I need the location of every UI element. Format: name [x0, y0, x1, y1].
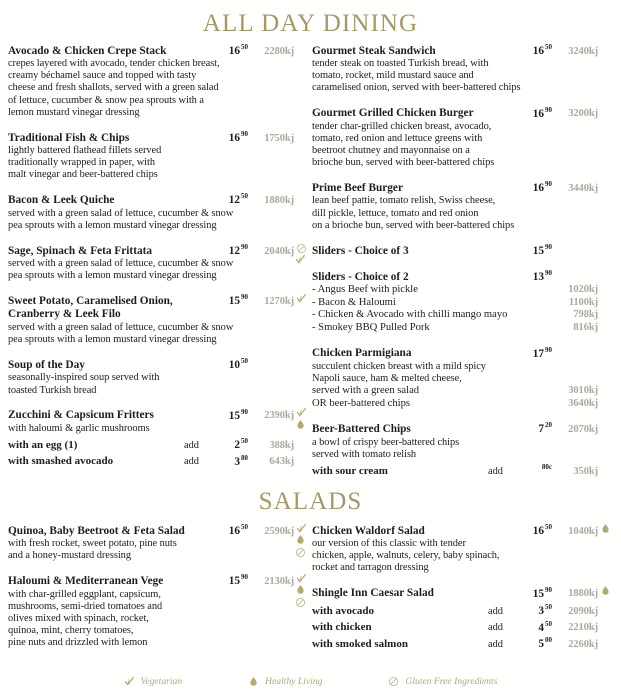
menu-item-price: $16^{50}$	[228, 523, 248, 537]
menu-item	[312, 241, 612, 265]
item-spacer	[312, 95, 612, 102]
description-line: on a brioche bun, served with beer-battered chips	[312, 219, 515, 231]
menu-item	[312, 178, 612, 239]
menu-item-kilojoules: 350kj	[573, 465, 598, 477]
description-line: tomato, red onion and lettuce greens with	[312, 132, 483, 144]
menu-item-price: $16^{50}$	[532, 43, 552, 57]
menu-item-price: $15^{90}$	[228, 407, 248, 422]
menu-item-kilojoules: 3010kj	[568, 385, 598, 397]
description-line: creamy béchamel sauce and topped with tasty	[8, 70, 197, 82]
addon-label: with chicken	[312, 621, 372, 634]
menu-item-price: $16^{50}$	[228, 43, 248, 57]
menu-item-header	[8, 190, 308, 207]
menu-item-kilojoules: 1100kj	[568, 296, 598, 308]
menu-item-name: Zucchini & Capsicum Fritters	[8, 409, 154, 422]
description-line: quinoa, mint, cherry tomatoes,	[8, 625, 134, 636]
menu-item-price: $12^{90}$	[228, 242, 248, 257]
menu-item-header	[8, 291, 308, 308]
description-line: seasonally-inspired soup served with	[8, 372, 160, 384]
slider-choice-row	[312, 309, 612, 322]
addon-label: with an egg (1)	[8, 438, 78, 451]
menu-item-price: $16^{90}$	[532, 105, 552, 120]
description-line: succulent chicken breast with a mild spicy	[312, 360, 486, 372]
description-line: served with tomato relish	[312, 448, 417, 460]
description-line: lemon mustard vinegar dressing	[8, 106, 140, 118]
description-line: toasted Turkish bread	[8, 384, 97, 396]
menu-item-name: Traditional Fish & Chips	[8, 131, 130, 144]
menu-item-price: $15^{90}$	[532, 585, 552, 600]
menu-item-name: Bacon & Leek Quiche	[8, 194, 115, 207]
menu-item-description	[8, 258, 308, 282]
legend-item	[248, 676, 322, 687]
menu-item-description	[8, 538, 308, 562]
menu-item-price: $15^{90}$	[228, 573, 248, 588]
description-line: tomato, rocket, mild mustard sauce and	[312, 70, 474, 82]
menu-item-description	[8, 589, 308, 649]
description-line: tender char-grilled chicken breast, avocado,	[312, 120, 492, 132]
menu-item-description	[312, 361, 612, 385]
vegetarian-icon	[296, 573, 307, 584]
menu-item-kilojoules: 2210kj	[568, 622, 598, 634]
menu-item-description	[8, 322, 308, 346]
menu-item-name: Prime Beef Burger	[312, 181, 403, 194]
menu-item-header	[312, 419, 612, 436]
description-line: a bowl of crispy beer-battered chips	[312, 436, 460, 448]
menu-item	[312, 584, 612, 659]
description-line: mushrooms, semi-dried tomatoes and	[8, 600, 163, 612]
menu-item-kilojoules: 2040kj	[264, 245, 294, 257]
description-line: traditionally wrapped in paper, with	[8, 157, 155, 169]
menu-item-name: Chicken Parmigiana	[312, 347, 412, 360]
menu-item-description	[8, 208, 308, 232]
addon-add-label: add	[184, 439, 200, 451]
menu-item	[8, 521, 308, 569]
menu-item-price: $10^{50}$	[228, 357, 248, 371]
menu-item-name: Shingle Inn Caesar Salad	[312, 587, 434, 600]
menu-item	[312, 344, 612, 418]
section-title-salads: SALADS	[258, 488, 363, 515]
menu-item	[8, 41, 308, 126]
menu-item-kilojoules: 1880kj	[568, 588, 598, 600]
menu-item-kilojoules: 3200kj	[568, 108, 598, 120]
addon-label: with avocado	[312, 604, 375, 617]
item-spacer	[312, 169, 612, 176]
menu-item-name: Sliders - Choice of 2	[312, 270, 409, 283]
menu-item-price: $16^{90}$	[532, 180, 552, 194]
item-spacer	[312, 575, 612, 582]
menu-item-header	[312, 584, 612, 601]
menu-item-name: Soup of the Day	[8, 358, 85, 371]
menu-item	[8, 355, 308, 403]
description-line: crepes layered with avocado, tender chicken breast,	[8, 58, 220, 70]
menu-item-header	[8, 406, 308, 423]
item-spacer	[8, 181, 308, 188]
menu-item-name: Chicken Waldorf Salad	[312, 524, 425, 537]
menu-item-header	[312, 41, 612, 58]
menu-item-description	[8, 372, 308, 396]
description-line: Napoli sauce, ham & melted cheese,	[312, 373, 462, 384]
legend	[0, 676, 621, 687]
item-spacer	[312, 258, 612, 265]
menu-item-description	[8, 58, 308, 118]
description-line: and a honey-mustard dressing	[8, 550, 131, 562]
menu-item	[8, 241, 308, 289]
menu-item-icons	[598, 523, 612, 539]
slider-choice-label: - Smokey BBQ Pulled Pork	[312, 322, 430, 334]
item-spacer	[8, 562, 308, 569]
description-line: lean beef pattie, tomato relish, Swiss cheese,	[312, 195, 496, 207]
salads-right-column	[312, 521, 612, 660]
menu-item-kilojoules: 2280kj	[264, 45, 294, 57]
menu-item	[312, 41, 612, 102]
menu-item-name: Sage, Spinach & Feta Frittata	[8, 244, 153, 257]
menu-item	[312, 521, 612, 582]
menu-item-addon-row	[8, 452, 308, 469]
menu-item-header	[312, 521, 612, 538]
menu-item	[312, 419, 612, 484]
healthy-icon	[295, 419, 306, 430]
description-line: pea sprouts with a lemon mustard vinegar dressing	[8, 334, 217, 346]
vegetarian-icon	[124, 676, 135, 687]
menu-item	[8, 571, 308, 656]
menu-item-header	[8, 571, 308, 588]
menu-item-kilojoules: 3240kj	[568, 45, 598, 57]
menu-item-price: $15^{90}$	[532, 242, 552, 257]
menu-item-addon-row	[312, 634, 612, 651]
addon-add-label: add	[488, 622, 504, 634]
gluten-free-icon	[296, 243, 307, 254]
healthy-icon	[295, 534, 306, 545]
description-line: our version of this classic with tender	[312, 538, 466, 550]
menu-item-price: $16^{90}$	[228, 129, 248, 144]
menu-item-price: $17^{90}$	[532, 345, 552, 360]
menu-item	[8, 291, 308, 353]
slider-choice-label: - Angus Beef with pickle	[312, 284, 418, 296]
description-line: brioche bun, served with beer-battered chips	[312, 157, 495, 169]
description-line: caramelised onion, served with beer-battered chips	[312, 82, 521, 94]
menu-item-header	[312, 344, 612, 361]
addon-label: with smoked salmon	[312, 638, 408, 651]
menu-item-name: Sweet Potato, Caramelised Onion,	[8, 294, 173, 307]
description-line: served with a green salad of lettuce, cucumber & snow	[8, 321, 234, 333]
addon-price: $5^{00}$	[538, 636, 552, 651]
item-spacer	[312, 478, 612, 485]
menu-item-icons	[598, 585, 612, 601]
menu-item-name: Gourmet Grilled Chicken Burger	[312, 107, 474, 120]
description-line: served with a green salad of lettuce, cucumber & snow	[8, 258, 234, 269]
menu-item-description	[312, 538, 612, 574]
menu-item-icon-stack	[295, 254, 308, 267]
addon-add-label: add	[488, 465, 504, 477]
legend-label: Gluten Free Ingredients	[405, 676, 498, 687]
menu-item-addon-row	[312, 461, 612, 478]
slider-choice-label: - Bacon & Haloumi	[312, 296, 396, 308]
item-spacer	[312, 651, 612, 658]
menu-item	[312, 104, 612, 177]
menu-item-kilojoules: 3440kj	[568, 182, 598, 194]
item-spacer	[8, 119, 308, 126]
item-spacer	[8, 649, 308, 656]
item-spacer	[8, 232, 308, 239]
description-line: dill pickle, lettuce, tomato and red onion	[312, 207, 479, 219]
menu-item-kilojoules: 1270kj	[264, 295, 294, 307]
menu-item-kilojoules: 2130kj	[264, 576, 294, 588]
menu-item-addon-row	[8, 435, 308, 452]
menu-item-header	[8, 355, 308, 372]
menu-item	[312, 267, 612, 342]
item-spacer	[312, 410, 612, 417]
menu-item-kilojoules: 643kj	[269, 456, 294, 468]
menu-item-description	[312, 437, 612, 461]
menu-item-description	[8, 145, 308, 181]
description-line: malt vinegar and beer-battered chips	[8, 169, 158, 181]
all-day-dining-left-column	[8, 41, 308, 477]
menu-item-header	[8, 521, 308, 538]
slider-choice-label: - Chicken & Avocado with chilli mango mayo	[312, 309, 508, 321]
menu-item-kilojoules: 798kj	[573, 309, 598, 321]
all-day-dining-right-column	[312, 41, 612, 487]
vegetarian-icon	[296, 407, 307, 418]
description-line: pea sprouts with a lemon mustard vinegar dressing	[8, 219, 217, 231]
addon-add-label: add	[488, 605, 504, 617]
menu-item-kilojoules: 1750kj	[264, 132, 294, 144]
menu-item-price: $15^{90}$	[228, 293, 248, 307]
menu-item	[8, 128, 308, 189]
menu-item-icon-stack	[295, 419, 308, 432]
menu-item-kilojoules: 2260kj	[568, 639, 598, 651]
menu-item-name: Quinoa, Baby Beetroot & Feta Salad	[8, 524, 185, 537]
menu-item-name-continued: Cranberry & Leek Filo	[8, 308, 121, 321]
description-line: with fresh rocket, sweet potato, pine nuts	[8, 538, 177, 550]
addon-label: with smashed avocado	[8, 455, 114, 468]
slider-choice-row	[312, 284, 612, 297]
menu-item-price: $16^{50}$	[532, 523, 552, 537]
item-spacer	[312, 335, 612, 342]
legend-item	[388, 676, 497, 687]
menu-item-name: Sliders - Choice of 3	[312, 244, 409, 257]
menu-item-name: Avocado & Chicken Crepe Stack	[8, 44, 167, 57]
description-line: tender steak on toasted Turkish bread, with	[312, 58, 489, 70]
description-line: with char-grilled eggplant, capsicum,	[8, 588, 161, 600]
menu-item-kilojoules: 2390kj	[264, 410, 294, 422]
description-line: olives mixed with spinach, rocket,	[8, 612, 149, 624]
item-spacer	[8, 346, 308, 353]
item-spacer	[312, 232, 612, 239]
addon-price: 80c	[541, 462, 552, 471]
menu-item	[8, 406, 308, 476]
menu-item-kilojoules: 1020kj	[568, 284, 598, 296]
vegetarian-icon	[296, 293, 307, 304]
menu-item-icon-stack	[295, 584, 308, 610]
menu-item-icon-stack	[295, 534, 308, 560]
menu-item-addon-row	[312, 601, 612, 618]
description-line: rocket and tarragon dressing	[312, 562, 429, 574]
menu-item-description	[312, 195, 612, 231]
description-line: pine nuts and drizzled with lemon	[8, 637, 148, 649]
healthy-icon	[600, 585, 611, 596]
menu-item-icons	[294, 293, 308, 309]
description-line: pea sprouts with a lemon mustard vinegar dressing	[8, 270, 217, 282]
menu-item-kilojoules: 2070kj	[568, 424, 598, 436]
menu-item-kilojoules: 816kj	[573, 322, 598, 334]
addon-add-label: add	[184, 456, 200, 468]
description-line: chicken, apple, walnuts, celery, baby spinach,	[312, 550, 500, 562]
description-kj-row	[312, 385, 612, 398]
description-line: with haloumi & garlic mushrooms	[8, 422, 150, 434]
menu-item-kilojoules: 1040kj	[568, 525, 598, 537]
menu-item-name: Haloumi & Mediterranean Vege	[8, 575, 164, 588]
menu-item-addon-row	[312, 618, 612, 635]
healthy-icon	[295, 584, 306, 595]
legend-label: Healthy Living	[265, 676, 323, 687]
menu-item-description	[312, 121, 612, 169]
menu-item-kilojoules: 2590kj	[264, 525, 294, 537]
description-kj-row	[312, 398, 612, 411]
menu-item-price: $13^{90}$	[532, 269, 552, 283]
addon-add-label: add	[488, 639, 504, 651]
vegetarian-icon	[296, 523, 307, 534]
healthy-icon	[600, 523, 611, 534]
menu-item-header	[8, 241, 308, 258]
menu-item-header	[312, 241, 612, 258]
addon-price: $2^{50}$	[234, 436, 248, 451]
menu-item-description	[312, 58, 612, 94]
slider-choice-row	[312, 297, 612, 310]
vegetarian-icon	[295, 254, 306, 265]
legend-label: Vegetarian	[140, 676, 183, 687]
menu-item-name: Beer-Battered Chips	[312, 423, 411, 436]
menu-item	[8, 190, 308, 238]
gluten-free-icon	[295, 547, 306, 558]
addon-price: $3^{50}$	[538, 602, 552, 617]
menu-item-header	[8, 128, 308, 145]
menu-item-kilojoules: 1880kj	[264, 195, 294, 207]
menu-item-kilojoules: 3640kj	[568, 397, 598, 409]
section-title-all-day-dining: ALL DAY DINING	[202, 10, 419, 37]
menu-item-price: $7^{20}$	[538, 421, 552, 436]
description-line: lightly battered flathead fillets served	[8, 145, 162, 156]
menu-item-header	[312, 178, 612, 195]
description-line: served with a green salad of lettuce, cucumber & snow	[8, 207, 234, 219]
healthy-icon	[248, 676, 259, 687]
description-line: beetroot chutney and mayonnaise on a	[312, 145, 470, 156]
addon-price: $3^{80}$	[234, 453, 248, 468]
addon-label: with sour cream	[312, 464, 388, 477]
description-line: of lettuce, cucumber & snow pea sprouts with a	[8, 94, 204, 106]
gluten-free-icon	[295, 597, 306, 608]
slider-choice-row	[312, 322, 612, 335]
menu-item-header	[312, 267, 612, 284]
menu-item-header	[312, 104, 612, 121]
menu-item-header-line2	[8, 308, 308, 322]
menu-item-name: Gourmet Steak Sandwich	[312, 44, 436, 57]
gluten-free-icon	[388, 676, 399, 687]
salads-left-column	[8, 521, 308, 658]
legend-item	[124, 676, 183, 687]
menu-item-kilojoules: 2090kj	[568, 605, 598, 617]
description-line: served with a green salad	[312, 385, 420, 397]
item-spacer	[8, 282, 308, 289]
addon-price: $4^{50}$	[538, 619, 552, 634]
menu-item-price: $12^{50}$	[228, 192, 248, 207]
menu-item-header	[8, 41, 308, 58]
menu-item-description	[8, 423, 308, 435]
item-spacer	[8, 397, 308, 404]
menu-item-kilojoules: 388kj	[269, 439, 294, 451]
item-spacer	[8, 468, 308, 475]
description-line: OR beer-battered chips	[312, 397, 411, 409]
description-line: cheese and fresh shallots, served with a green salad	[8, 82, 219, 94]
